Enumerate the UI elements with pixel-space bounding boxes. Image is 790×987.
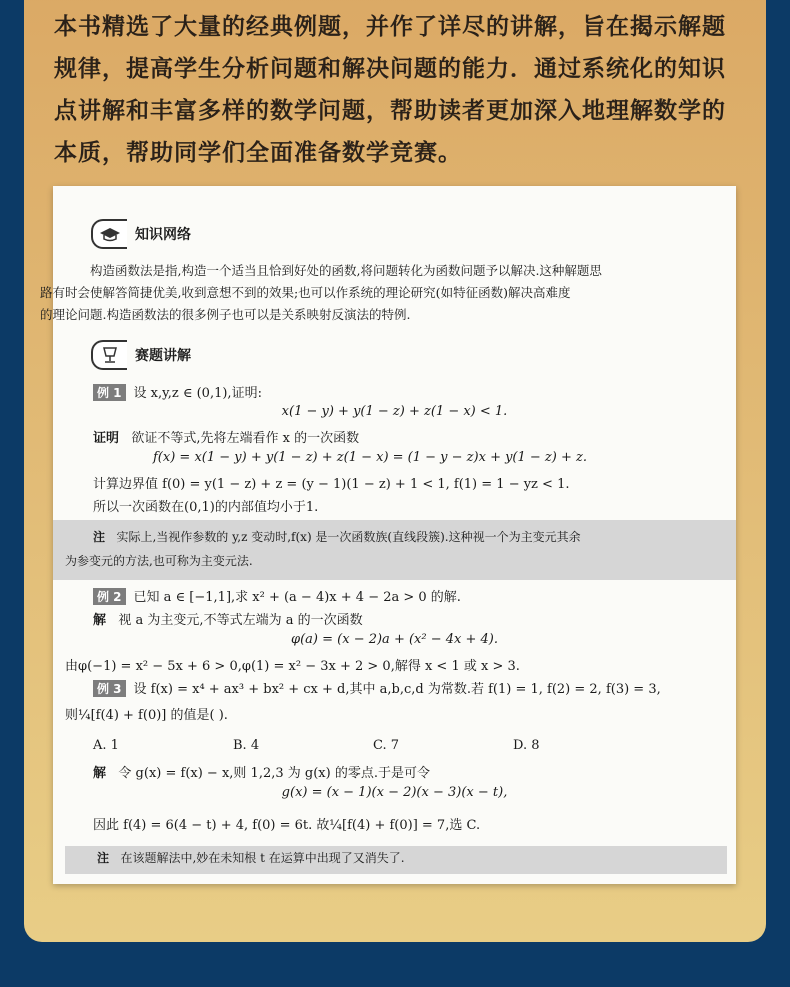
solution-text: 视 a 为主变元,不等式左端为 a 的一次函数 [118,613,363,628]
example-2-text: 已知 a ∈ [−1,1],求 x² + (a − 4)x + 4 − 2a > 0 的解. [133,590,461,605]
example-3-badge: 例 3 [93,680,126,697]
knowledge-line: 构造函数法是指,构造一个适当且恰到好处的函数,将问题转化为函数问题予以解决.这种解题思 [90,263,602,278]
intro-line: 点讲解和丰富多样的数学问题，帮助读者更加深入地理解数学的 [54,98,726,124]
example-3-statement-2: 则¼[f(4) + f(0)] 的值是( ). [65,708,228,723]
knowledge-paragraph [40,260,727,326]
solution-text: 令 g(x) = f(x) − x,则 1,2,3 为 g(x) 的零点.于是可令 [118,766,430,781]
sample-page [40,186,736,884]
knowledge-line: 路有时会使解答简捷优美,收到意想不到的效果;也可以作系统的理论研究(如特征函数)解决高难度 [40,285,571,300]
note-1-line-2: 为参变元的方法,也可称为主变元法. [65,554,253,568]
option-c: C. 7 [373,738,400,753]
example-1-conclusion: 所以一次函数在(0,1)的内部值均小于1. [93,500,319,515]
example-3-statement [93,678,661,697]
option-d: D. 8 [513,738,540,753]
example-1-statement [93,382,262,401]
example-3-text: 设 f(x) = x⁴ + ax³ + bx² + cx + d,其中 a,b,c,d 为常数.若 f(1) = 1, f(2) = 2, f(3) = 3, [133,682,661,697]
solution-label: 解 [93,766,107,781]
solution-label: 解 [93,613,107,628]
example-3-options [93,738,693,753]
option-b: B. 4 [233,738,260,753]
proof-label: 证明 [93,431,120,446]
example-1-boundary: 计算边界值 f(0) = y(1 − z) + z = (y − 1)(1 − z) + 1 < 1, f(1) = 1 − yz < 1. [93,477,570,492]
example-1-proof [93,427,359,446]
note-1-label: 注 [93,530,106,544]
lecture-header [91,341,191,369]
option-a: A. 1 [93,738,119,753]
example-2-result: 由φ(−1) = x² − 5x + 6 > 0,φ(1) = x² − 3x + 2 > 0,解得 x < 1 或 x > 3. [65,659,520,674]
example-1-badge: 例 1 [93,384,126,401]
note-2 [65,846,727,874]
intro-line: 规律，提高学生分析问题和解决问题的能力．通过系统化的知识 [54,56,726,82]
note-1-line-1: 实际上,当视作参数的 y,z 变动时,f(x) 是一次函数族(直线段簇).这种视一个为主变元其余 [116,530,581,544]
intro-line: 本质，帮助同学们全面准备数学竞赛。 [54,140,462,166]
intro-text [54,6,754,174]
knowledge-title: 知识网络 [135,227,191,243]
example-2-badge: 例 2 [93,588,126,605]
intro-line: 本书精选了大量的经典例题，并作了详尽的讲解，旨在揭示解题 [54,14,726,40]
knowledge-line: 的理论问题.构造函数法的很多例子也可以是关系映射反演法的特例. [40,307,411,322]
example-3-solution [93,762,430,781]
knowledge-header [91,220,191,248]
example-1-text: 设 x,y,z ∈ (0,1),证明: [133,386,262,401]
note-1 [53,520,736,580]
example-2-phi: φ(a) = (x − 2)a + (x² − 4x + 4). [291,632,498,647]
example-3-result: 因此 f(4) = 6(4 − t) + 4, f(0) = 6t. 故¼[f(4) + f(0)] = 7,选 C. [93,818,481,833]
example-1-f-def: f(x) = x(1 − y) + y(1 − z) + z(1 − x) = (1 − y − z)x + y(1 − z) + z. [153,450,587,465]
example-2-statement [93,586,461,605]
example-2-solution [93,609,363,628]
note-2-label: 注 [97,851,110,865]
lecture-title: 赛题讲解 [135,348,191,364]
proof-text: 欲证不等式,先将左端看作 x 的一次函数 [131,431,360,446]
graduation-cap-icon [91,219,127,249]
note-2-text: 在该题解法中,妙在未知根 t 在运算中出现了又消失了. [120,851,405,865]
example-1-formula: x(1 − y) + y(1 − z) + z(1 − x) < 1. [281,404,508,419]
trophy-icon [91,340,127,370]
example-3-g-def: g(x) = (x − 1)(x − 2)(x − 3)(x − t), [281,785,508,800]
